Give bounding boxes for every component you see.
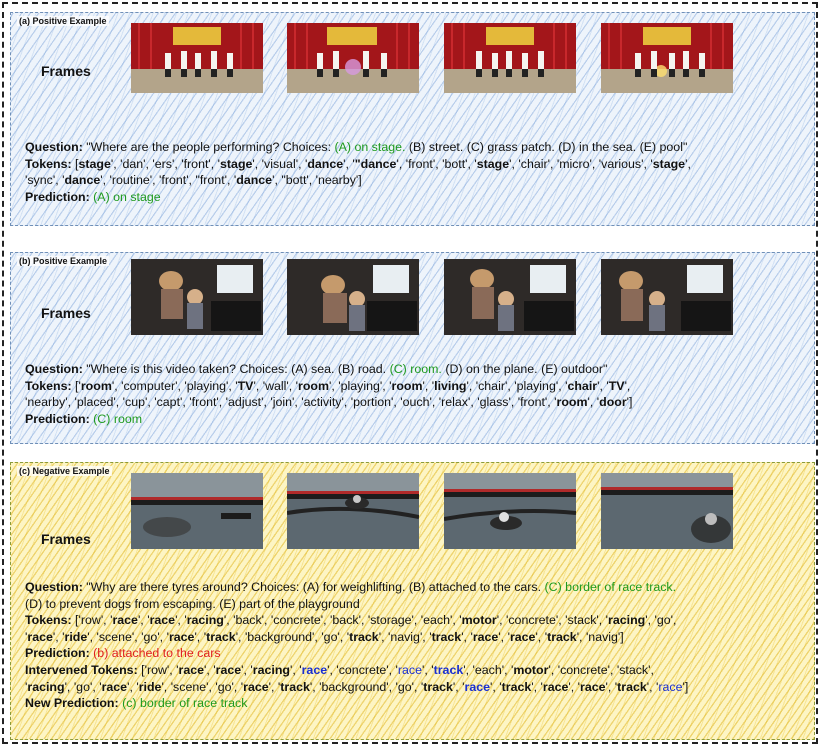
question-correct-answer: (A) on stage. (334, 140, 406, 154)
kart-track-frame-1 (131, 473, 263, 549)
token-segment: stage (476, 156, 510, 171)
tokens-line (25, 156, 806, 173)
intervened-tokens-line (25, 662, 806, 679)
frames-label: Frames (41, 531, 91, 547)
token-segment: stage (78, 156, 111, 171)
tokens-list (75, 379, 630, 393)
token-segment: ', ' (289, 662, 302, 677)
token-segment: dance (307, 156, 344, 171)
token-segment: track (547, 629, 577, 644)
token-segment: room (391, 378, 423, 393)
token-segment: ', 'go', (645, 613, 677, 628)
tokens-line-2 (25, 629, 806, 646)
kids-room-frame-4 (601, 259, 733, 335)
token-segment: ', 'computer', 'playing', ' (111, 378, 238, 393)
token-segment: racing (27, 679, 65, 694)
kids-room-frame-1 (131, 259, 263, 335)
token-segment: room (556, 395, 588, 410)
intervened-tokens-list (141, 663, 654, 677)
token-segment: ', ' (646, 679, 659, 694)
panel-a-text (25, 139, 806, 205)
token-segment: track (280, 679, 310, 694)
token-segment: ', ' (194, 629, 207, 644)
token-segment: dance (236, 173, 273, 188)
token-segment: TV (237, 378, 254, 393)
token-segment: room (298, 378, 330, 393)
question-rest: (D) on the plane. (E) outdoor" (441, 362, 608, 376)
token-segment: stage (220, 156, 253, 171)
token-segment: ', ' (605, 679, 618, 694)
question-label: Question: (25, 580, 83, 594)
token-segment: ', (624, 378, 631, 393)
token-segment: race (301, 662, 328, 677)
token-segment: ['row', ' (75, 613, 113, 628)
token-segment: ', ' (421, 662, 434, 677)
token-segment: track (617, 679, 647, 694)
stage-dance-frame-2 (287, 23, 419, 93)
token-segment: track (423, 679, 453, 694)
tokens-line (25, 378, 806, 395)
token-segment: racing (252, 662, 290, 677)
token-segment: ' (25, 679, 28, 694)
prediction-value: (C) room (93, 411, 143, 426)
tokens-list (75, 613, 676, 627)
prediction-value: (b) attached to the cars (93, 646, 221, 661)
token-segment: race (243, 679, 269, 694)
frames-label: Frames (41, 305, 91, 321)
new-prediction-value: (c) border of race track (122, 696, 248, 711)
token-segment: racing (186, 613, 224, 628)
token-segment: race (658, 679, 683, 694)
kids-room-frame-3 (444, 259, 576, 335)
question-rest: (B) street. (C) grass patch. (D) in the sea. (E) pool" (405, 140, 688, 154)
token-segment: ', ' (498, 629, 510, 644)
question-text: "Why are there tyres around? Choices: (A) for weighlifting. (B) attached to the cars. (86, 580, 545, 594)
stage-dance-frame-4 (601, 23, 733, 93)
kart-track-frame-2 (287, 473, 419, 549)
panel-negative-example-c (10, 462, 815, 740)
token-segment: ', 'concrete', 'stack', (548, 662, 654, 677)
new-prediction-line (25, 695, 806, 712)
token-segment: door (599, 395, 627, 410)
token-segment: ', ' (343, 156, 355, 171)
token-segment: ', "bott', 'nearby'] (272, 173, 362, 188)
token-segment: ', ' (461, 629, 473, 644)
question-line (25, 361, 806, 378)
tokens-line-2 (25, 394, 806, 411)
panel-b-text (25, 361, 806, 427)
token-segment: track (431, 629, 462, 644)
question-text: "Where is this video taken? Choices: (A) sea. (B) road. (86, 362, 390, 376)
frames-label: Frames (41, 63, 91, 79)
question-label: Question: (25, 362, 83, 376)
token-segment: ', ' (204, 662, 216, 677)
tokens-line (25, 612, 806, 629)
panel-label: (b) Positive Example (19, 256, 108, 266)
kart-track-frame-3 (444, 473, 576, 549)
token-segment: [ (75, 156, 79, 171)
token-segment: "dance (354, 156, 397, 171)
token-segment: ' (25, 629, 28, 644)
token-segment: race (509, 629, 536, 644)
token-segment: ', 'front', 'bott', ' (396, 156, 477, 171)
intervened-tokens-label: Intervened Tokens: (25, 662, 138, 677)
token-segment: race (472, 629, 499, 644)
stage-dance-frame-1 (131, 23, 263, 93)
token-segment: ', 'navig'] (576, 629, 624, 644)
panel-positive-example-b (10, 252, 815, 444)
token-segment: ', ' (490, 679, 502, 694)
token-segment: ', ' (452, 679, 465, 694)
token-segment: ', 'scene', 'go', ' (161, 679, 244, 694)
token-segment: ', ' (422, 378, 435, 393)
token-segment: 'nearby', 'placed', 'cup', 'capt', 'front', 'adjust', 'join', 'activity', 'portion', 'ouch', 'relax', 'glass', 'front', ' (25, 395, 557, 410)
token-segment: race (101, 679, 128, 694)
token-segment: track (433, 662, 464, 677)
token-segment: ', ' (587, 395, 600, 410)
token-segment: ', (685, 156, 691, 171)
panel-label: (c) Negative Example (19, 466, 110, 476)
token-segment: TV (608, 378, 625, 393)
token-segment: dance (64, 173, 101, 188)
question-correct-answer: (C) room. (389, 362, 442, 376)
token-segment: 'sync', ' (25, 173, 65, 188)
token-segment: ', 'background', 'go', ' (309, 679, 424, 694)
token-segment: '] (682, 679, 689, 694)
prediction-value: (A) on stage (93, 189, 161, 204)
token-segment: race (168, 629, 195, 644)
token-segment: living (434, 378, 467, 393)
token-segment: motor (513, 662, 549, 677)
token-segment: race (149, 613, 176, 628)
token-segment: ', 'navig', ' (378, 629, 432, 644)
token-segment: ', 'concrete', 'stack', ' (496, 613, 609, 628)
token-segment: ', ' (268, 679, 281, 694)
token-segment: race (397, 662, 422, 677)
tokens-list (75, 157, 691, 171)
tokens-line-2 (25, 172, 806, 189)
question-correct-answer: (C) border of race track. (544, 580, 677, 594)
tokens-label: Tokens: (25, 378, 72, 393)
prediction-line (25, 645, 806, 662)
question-line-2: (D) to prevent dogs from escaping. (E) part of the playground (25, 596, 360, 611)
token-segment: [' (75, 378, 81, 393)
prediction-label: Prediction: (25, 646, 90, 661)
token-segment: ', 'go', ' (64, 679, 102, 694)
intervened-tokens-list-cont (25, 680, 688, 694)
intervened-tokens-line-2 (25, 679, 806, 696)
token-segment: ', 'playing', ' (329, 378, 392, 393)
token-segment: motor (461, 613, 497, 628)
kart-track-frame-4 (601, 473, 733, 549)
prediction-label: Prediction: (25, 189, 90, 204)
prediction-line (25, 189, 806, 206)
panel-label: (a) Positive Example (19, 16, 107, 26)
token-segment: race (542, 679, 569, 694)
token-segment: '] (626, 395, 633, 410)
token-segment: ', 'dan', 'ers', 'front', ' (110, 156, 221, 171)
tokens-label: Tokens: (25, 156, 72, 171)
token-segment: race (580, 679, 606, 694)
panel-c-text (25, 579, 806, 712)
panel-positive-example-a (10, 12, 815, 226)
token-segment: ', ' (531, 679, 543, 694)
token-segment: ', 'each', ' (463, 662, 514, 677)
token-segment: ', ' (568, 679, 581, 694)
token-segment: ', ' (535, 629, 548, 644)
token-segment: track (501, 679, 532, 694)
token-segment: ', 'concrete', ' (327, 662, 398, 677)
token-segment: track (349, 629, 379, 644)
token-segment: ', ' (127, 679, 139, 694)
question-line (25, 139, 806, 156)
token-segment: ', 'scene', 'go', ' (87, 629, 169, 644)
token-segment: race (215, 662, 242, 677)
tokens-list-cont (25, 173, 362, 187)
token-segment: ', 'routine', 'front', "front', ' (100, 173, 237, 188)
token-segment: race (112, 613, 138, 628)
token-segment: ', ' (241, 662, 253, 677)
token-segment: race (27, 629, 53, 644)
token-segment: chair (567, 378, 598, 393)
tokens-label: Tokens: (25, 613, 72, 628)
token-segment: ['row', ' (141, 662, 179, 677)
token-segment: ', ' (137, 613, 150, 628)
question-text: "Where are the people performing? Choices: (86, 140, 335, 154)
token-segment: ', ' (175, 613, 187, 628)
token-segment: ', 'chair', 'playing', ' (466, 378, 568, 393)
token-segment: ', 'visual', ' (252, 156, 308, 171)
prediction-line (25, 411, 806, 428)
tokens-list-cont (25, 630, 624, 644)
question-label: Question: (25, 140, 83, 154)
token-segment: ', 'background', 'go', ' (235, 629, 350, 644)
token-segment: ride (64, 629, 88, 644)
token-segment: ', ' (52, 629, 65, 644)
token-segment: ride (138, 679, 162, 694)
token-segment: stage (652, 156, 686, 171)
token-segment: ', ' (597, 378, 609, 393)
new-prediction-label: New Prediction: (25, 696, 119, 711)
token-segment: racing (608, 613, 646, 628)
token-segment: race (464, 679, 491, 694)
token-segment: ', 'back', 'concrete', 'back', 'storage', 'each', ' (223, 613, 462, 628)
tokens-list-cont (25, 395, 632, 409)
token-segment: ', 'chair', 'micro', 'various', ' (509, 156, 653, 171)
token-segment: race (178, 662, 205, 677)
stage-dance-frame-3 (444, 23, 576, 93)
kids-room-frame-2 (287, 259, 419, 335)
token-segment: track (206, 629, 236, 644)
token-segment: ', 'wall', ' (253, 378, 299, 393)
question-line (25, 579, 806, 596)
prediction-label: Prediction: (25, 411, 90, 426)
token-segment: room (80, 378, 112, 393)
